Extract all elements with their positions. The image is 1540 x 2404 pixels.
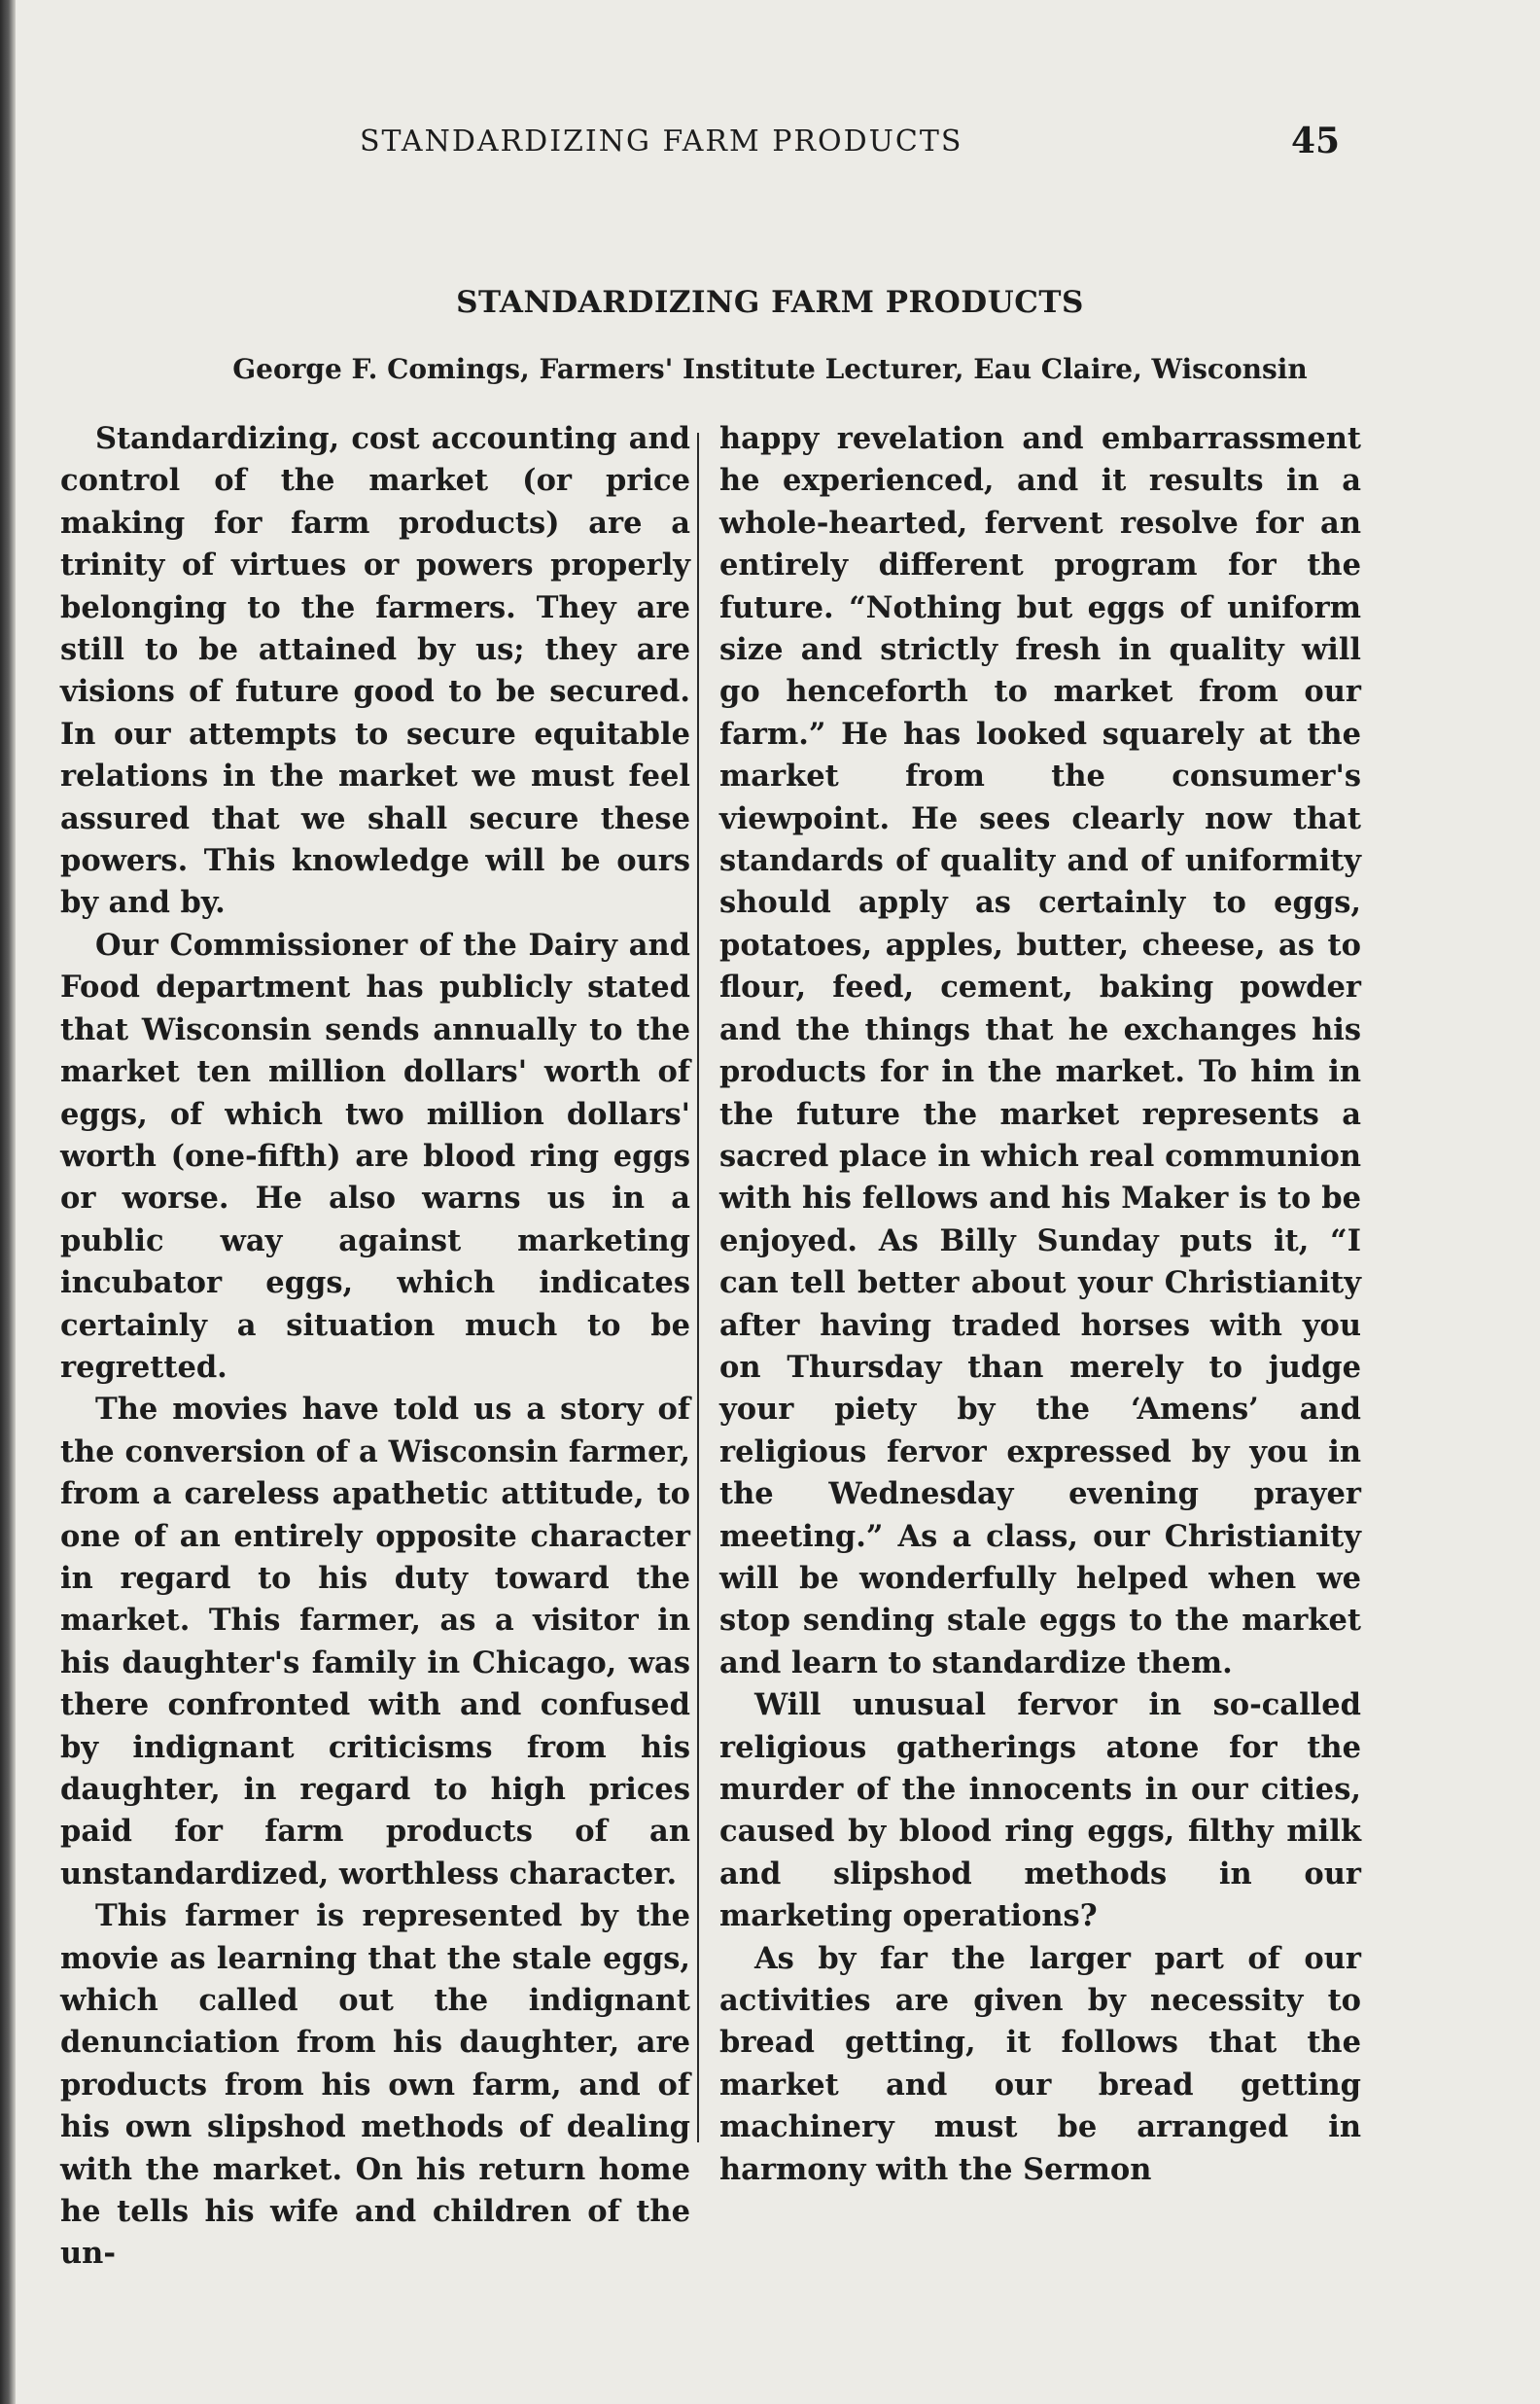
paragraph: Will unusual fervor in so-called religious gatherings atone for the murder of the innocents in our cities, caused by blood ring eggs, filthy milk and slipshod methods in our marketing operations?: [719, 1687, 1361, 1934]
article-byline: George F. Comings, Farmers' Institute Lecturer, Eau Claire, Wisconsin: [232, 353, 1308, 385]
running-head-title: STANDARDIZING FARM PRODUCTS: [360, 124, 963, 159]
paragraph: Our Commissioner of the Dairy and Food department has publicly stated that Wisconsin sends annually to the market ten million dollars' worth of eggs, of which two million dollars' worth (one-fifth) are blood ring eggs or worse. He also warns us in a public way against marketing incubator eggs, which indicates certainly a situation much to be regretted.: [60, 927, 690, 1385]
paragraph: This farmer is represented by the movie as learning that the stale eggs, which called out the indignant denunciation from his daughter, are products from his own farm, and of his own slipshod methods of dealing with the market. On his return home he tells his wife and children of the un-: [60, 1898, 690, 2272]
left-column: [60, 418, 690, 2276]
paragraph: happy revelation and embarrassment he experienced, and it results in a whole-hearted, fervent resolve for an entirely different program for the future. “Nothing but eggs of uniform size and strictly fresh in quality will go henceforth to market from our farm.” He has looked squarely at the market from the consumer's viewpoint. He sees clearly now that standards of quality and of uniformity should apply as certainly to eggs, potatoes, apples, butter, cheese, as to flour, feed, cement, baking powder and the things that he exchanges his products for in the market. To him in the future the market represents a sacred place in which real communion with his fellows and his Maker is to be enjoyed. As Billy Sunday puts it, “I can tell better about your Christianity after having traded horses with you on Thursday than merely to judge your piety by the ‘Amens’ and religious fervor expressed by you in the Wednesday evening prayer meeting.” As a class, our Christianity will be wonderfully helped when we stop sending stale eggs to the market and learn to standardize them.: [719, 421, 1361, 1680]
article-title: STANDARDIZING FARM PRODUCTS: [456, 285, 1084, 320]
right-column: [719, 418, 1361, 2191]
paragraph: Standardizing, cost accounting and control of the market (or price making for farm products) are a trinity of virtues or powers properly belonging to the farmers. They are still to be attained by us; they are visions of future good to be secured. In our attempts to secure equitable relations in the market we must feel assured that we shall secure these powers. This knowledge will be ours by and by.: [60, 421, 690, 921]
running-head: [0, 121, 1540, 173]
column-divider: [697, 433, 699, 2142]
paragraph: The movies have told us a story of the conversion of a Wisconsin farmer, from a careless apathetic attitude, to one of an entirely opposite character in regard to his duty toward the market. This farmer, as a visitor in his daughter's family in Chicago, was there confronted with and confused by indignant criticisms from his daughter, in regard to high prices paid for farm products of an unstandardized, worthless character.: [60, 1392, 690, 1891]
paragraph: As by far the larger part of our activities are given by necessity to bread getting, it follows that the market and our bread getting machinery must be arranged in harmony with the Sermon: [719, 1940, 1361, 2187]
page-number: 45: [1291, 121, 1341, 161]
